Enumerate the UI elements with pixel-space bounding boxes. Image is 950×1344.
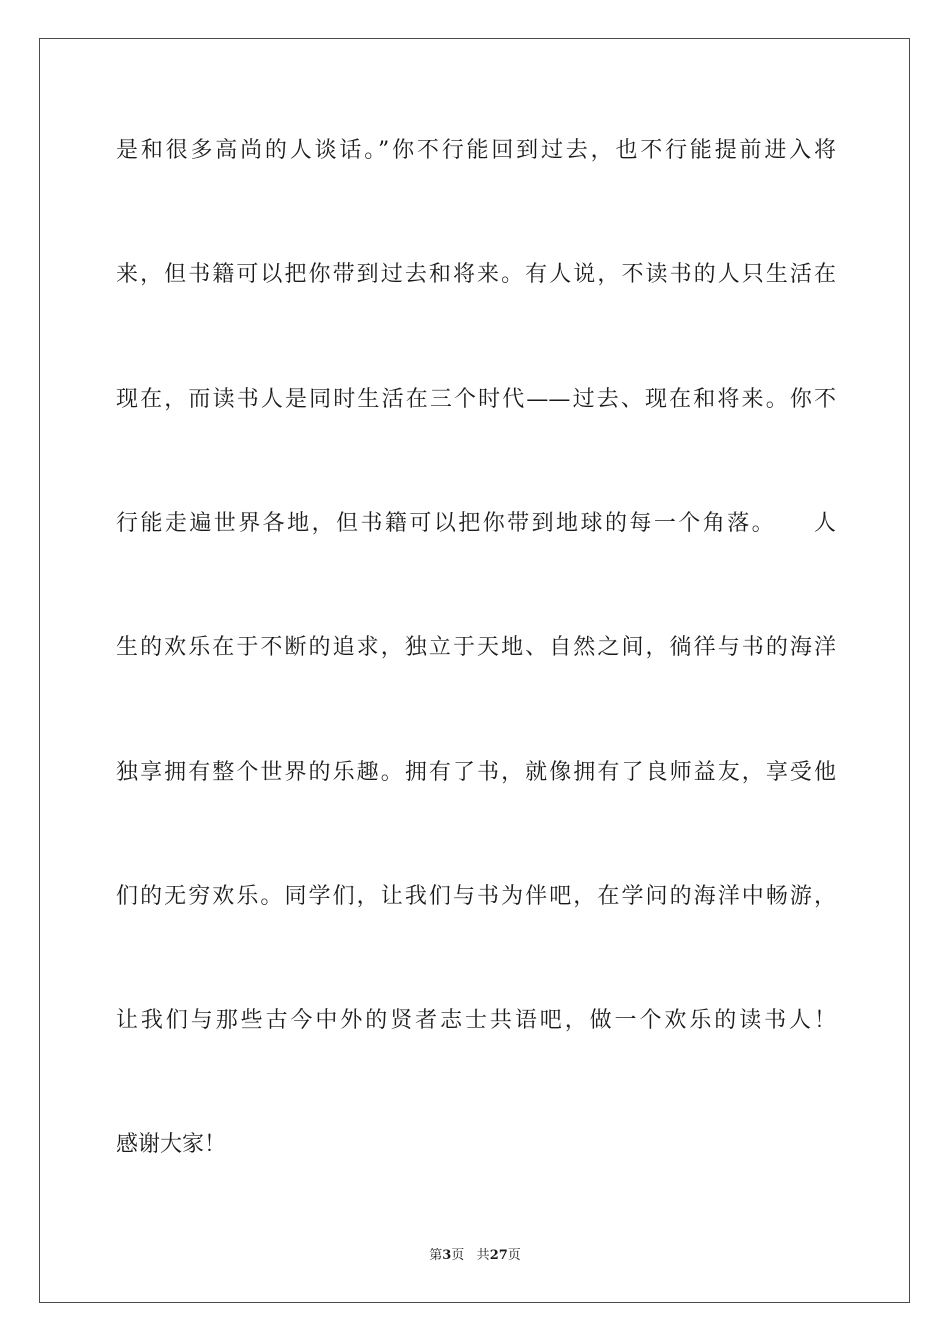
body-text-line-1: 是和很多高尚的人谈话。”你不行能回到过去，也不行能提前进入将 — [116, 138, 836, 163]
body-text-line-5: 生的欢乐在于不断的追求，独立于天地、自然之间，徜徉与书的海洋 — [116, 635, 836, 660]
page-prefix: 第 — [429, 1248, 443, 1263]
body-text-line-9: 感谢大家！ — [116, 1132, 227, 1157]
body-text-line-7: 们的无穷欢乐。同学们，让我们与书为伴吧，在学问的海洋中畅游， — [116, 884, 836, 909]
total-suffix: 页 — [507, 1248, 521, 1263]
body-text-line-8: 让我们与那些古今中外的贤者志士共语吧，做一个欢乐的读书人！ — [116, 1008, 836, 1033]
total-prefix: 共 — [476, 1248, 490, 1263]
page-suffix: 页 — [451, 1248, 465, 1263]
total-pages: 27 — [489, 1248, 508, 1263]
page-border — [39, 38, 910, 1303]
page-number: 3 — [442, 1248, 452, 1263]
page-footer — [0, 1246, 950, 1266]
body-text-line-6: 独享拥有整个世界的乐趣。拥有了书，就像拥有了良师益友，享受他 — [116, 760, 836, 785]
body-text-line-2: 来，但书籍可以把你带到过去和将来。有人说，不读书的人只生活在 — [116, 262, 836, 287]
body-text-line-3: 现在，而读书人是同时生活在三个时代——过去、现在和将来。你不 — [116, 387, 836, 412]
body-text-line-4: 行能走遍世界各地，但书籍可以把你带到地球的每一个角落。 人 — [116, 511, 836, 536]
